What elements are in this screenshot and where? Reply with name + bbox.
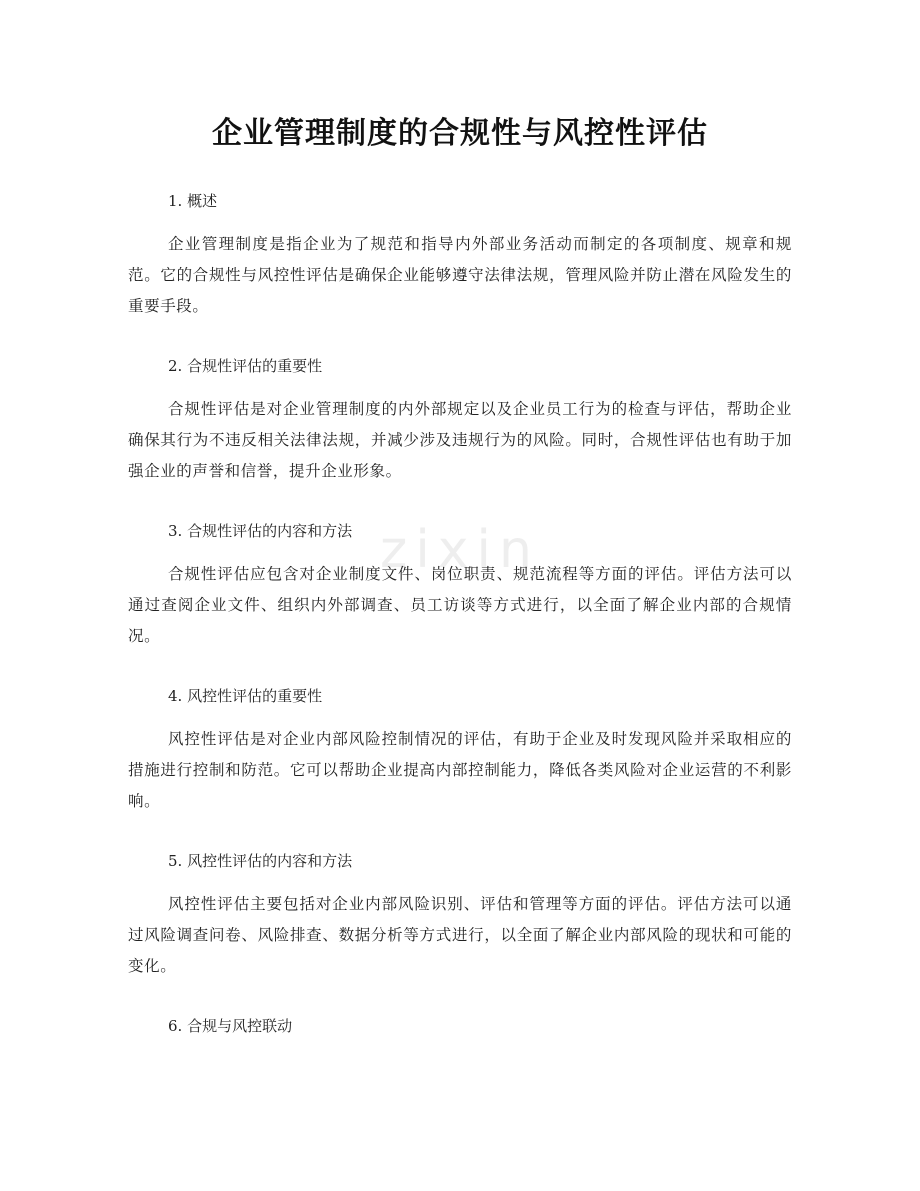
section-risk-methods [128, 847, 792, 982]
section-risk-importance [128, 682, 792, 817]
section-paragraph: 合规性评估应包含对企业制度文件、岗位职责、规范流程等方面的评估。评估方法可以通过查阅企业文件、组织内外部调查、员工访谈等方式进行，以全面了解企业内部的合规情况。 [128, 565, 792, 645]
section-heading: 2. 合规性评估的重要性 [168, 357, 323, 375]
section-heading: 6. 合规与风控联动 [168, 1017, 293, 1035]
section-compliance-importance [128, 352, 792, 487]
document-body [128, 187, 792, 1070]
section-heading: 3. 合规性评估的内容和方法 [168, 522, 353, 540]
section-compliance-methods [128, 517, 792, 652]
watermark-text: zixin [380, 520, 540, 580]
section-paragraph: 企业管理制度是指企业为了规范和指导内外部业务活动而制定的各项制度、规章和规范。它的合规性与风控性评估是确保企业能够遵守法律法规，管理风险并防止潜在风险发生的重要手段。 [128, 235, 792, 315]
section-paragraph: 合规性评估是对企业管理制度的内外部规定以及企业员工行为的检查与评估，帮助企业确保其行为不违反相关法律法规，并减少涉及违规行为的风险。同时，合规性评估也有助于加强企业的声誉和信誉，提升企业形象。 [128, 400, 792, 480]
section-paragraph: 风控性评估主要包括对企业内部风险识别、评估和管理等方面的评估。评估方法可以通过风险调查问卷、风险排查、数据分析等方式进行，以全面了解企业内部风险的现状和可能的变化。 [128, 895, 792, 975]
document-title: 企业管理制度的合规性与风控性评估 [212, 116, 708, 151]
section-heading: 5. 风控性评估的内容和方法 [168, 852, 353, 870]
section-paragraph: 风控性评估是对企业内部风险控制情况的评估，有助于企业及时发现风险并采取相应的措施进行控制和防范。它可以帮助企业提高内部控制能力，降低各类风险对企业运营的不利影响。 [128, 730, 792, 810]
section-heading: 4. 风控性评估的重要性 [168, 687, 323, 705]
section-overview [128, 187, 792, 322]
section-heading: 1. 概述 [168, 192, 218, 210]
section-linkage [128, 1012, 792, 1040]
